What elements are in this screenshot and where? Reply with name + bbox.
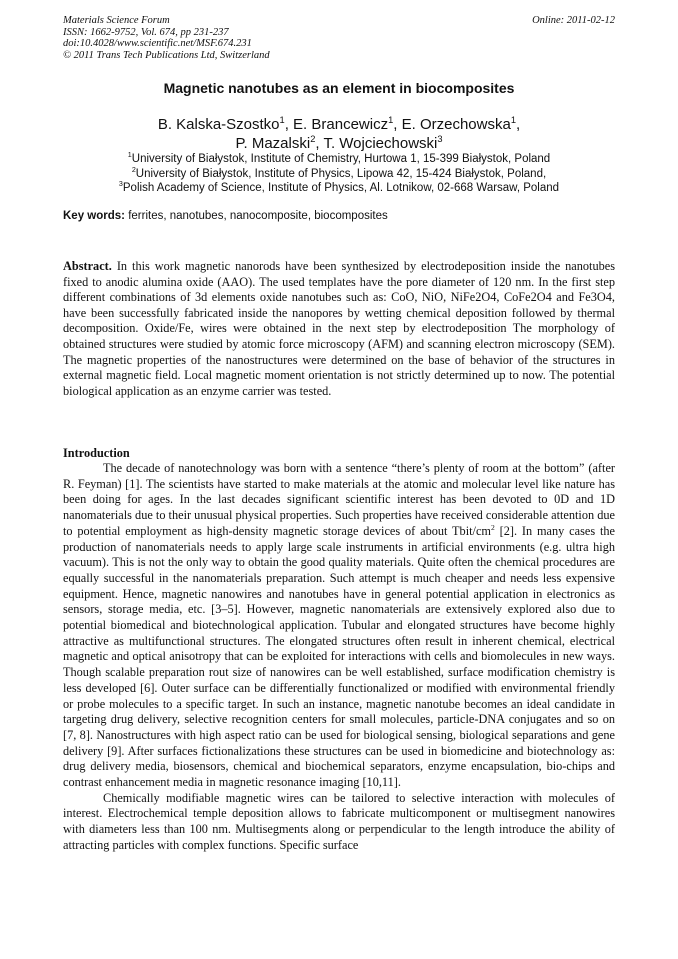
journal-issn: ISSN: 1662-9752, Vol. 674, pp 231-237 — [63, 26, 229, 38]
author: E. Brancewicz$^1$, — [293, 115, 402, 133]
affiliation-list — [63, 152, 615, 196]
author-list — [63, 115, 615, 153]
keywords-label: Key words: — [63, 210, 125, 222]
paragraph: The decade of nanotechnology was born with a sentence “there’s plenty of room at the bottom” (after R. Feyman) [1]. The scientists have started to make materials at the atomic and molecular level like nature has been doing for ages. In the last decades significant scientific interest has been devoted to 0D and 1D nanomaterials due to their unusual physical properties. Such properties have received considerable attention due to potential employment as high-density magnetic storage devices of about Tbit/$cm^2$ [2]. In many cases the production of nanomaterials needs to apply large scale instruments in artificial environments (e.g. ultra high vacuum). This is not the only way to obtain the good quality materials. Quite often the chemical procedures are equally successful in the nanomaterials preparation. Such attempt is much cheaper and needs less expensive equipment. Hence, magnetic nanowires and nanotubes have in general potential application in electronics as sensors, storage media, etc. [3–5]. However, magnetic nanomaterials are extensively explored also due to potential biomedical and biotechnological application. Tubular and elongated structures have become highly attractive as multifunctional structures. The elongated structures often result in inherent chemical, electrical magnetic and optical anisotropy that can be exploited for interactions with cells and biomolecules in new ways. Though scalable preparation rout size of nanowires can be well established, surface modification chemistry is less developed [6]. Outer surface can be differentially functionalized or modified with environmental friendly or probe molecules to a specific target. In such an instance, magnetic nanotube becomes an ideal candidate in targeting drug delivery, selective recognition centers for small molecules, particle-DNA conjugates and so on [7, 8]. Nanostructures with high aspect ratio can be used for biological sensing, biological separations and gene delivery [9]. After surfaces fictionalizations these structures can be used in biomedicine and biotechnology as: drug delivery media, biosensors, chemical and biochemical separators, enzyme encapsulation, bio-chips and contrast enhancement media in magnetic resonance imaging [10,11]. — [63, 461, 615, 790]
online-date: Online: 2011-02-12 — [532, 15, 615, 26]
keywords — [63, 210, 615, 222]
abstract-label: Abstract. — [63, 259, 112, 273]
introduction-body — [63, 461, 615, 854]
affiliation: $^1$University of Białystok, Institute of Chemistry, Hurtowa 1, 15-399 Białystok, Poland — [127, 151, 551, 165]
paper-title: Magnetic nanotubes as an element in biocomposites — [163, 80, 515, 96]
affiliation: $^3$Polish Academy of Science, Institute of Physics, Al. Lotnikow, 02-668 Warsaw, Poland — [118, 180, 560, 194]
paragraph: Chemically modifiable magnetic wires can be tailored to selective interaction with molecules of interest. Electrochemical temple deposition allows to fabricate multicomponent or multisegment nanowires with diameters less than 100 nm. Multisegments along or perpendicular to the length introduce the ability of attracting particles with complex functions. Specific surface — [63, 790, 615, 852]
journal-header — [63, 15, 615, 61]
author: T. Wojciechowski$^3$ — [323, 134, 443, 152]
journal-copyright: © 2011 Trans Tech Publications Ltd, Switzerland — [63, 49, 270, 61]
journal-doi: doi:10.4028/www.scientific.net/MSF.674.231 — [63, 38, 252, 49]
affiliation: $^2$University of Białystok, Institute of Physics, Lipowa 42, 15-424 Białystok, Poland, — [131, 165, 547, 180]
author: B. Kalska-Szostko$^1$, — [157, 115, 294, 133]
author: P. Mazalski$^2$, — [235, 134, 324, 152]
abstract-text: In this work magnetic nanorods have been synthesized by electrodeposition inside the nanotubes fixed to anodic alumina oxide (AAO). The used templates have the pore diameter of 120 nm. In the first step different combinations of 3d elements oxide nanotubes such as: CoO, NiO, NiFe2O4, CoFe2O4 and Fe3O4, have been successfully fabricated inside the nanopores by wetting chemical deposition followed by thermal decomposition. Oxide/Fe, wires were obtained in the next step by electrodeposition The morphology of obtained structures were studied by atomic force microscopy (AFM) and scanning electron microscopy (SEM). The magnetic properties of the nanostructures were determined on the base of behavior of the structures in external magnetic field. Local magnetic moment orientation is not strictly determined up to now. The potential biological application as an enzyme carrier was tested. — [63, 259, 615, 398]
keywords-text: ferrites, nanotubes, nanocomposite, biocomposites — [125, 210, 388, 222]
journal-name: Materials Science Forum — [63, 15, 170, 26]
introduction-heading: Introduction — [63, 446, 130, 460]
author: E. Orzechowska$^1$, — [401, 115, 521, 133]
abstract — [63, 259, 615, 399]
